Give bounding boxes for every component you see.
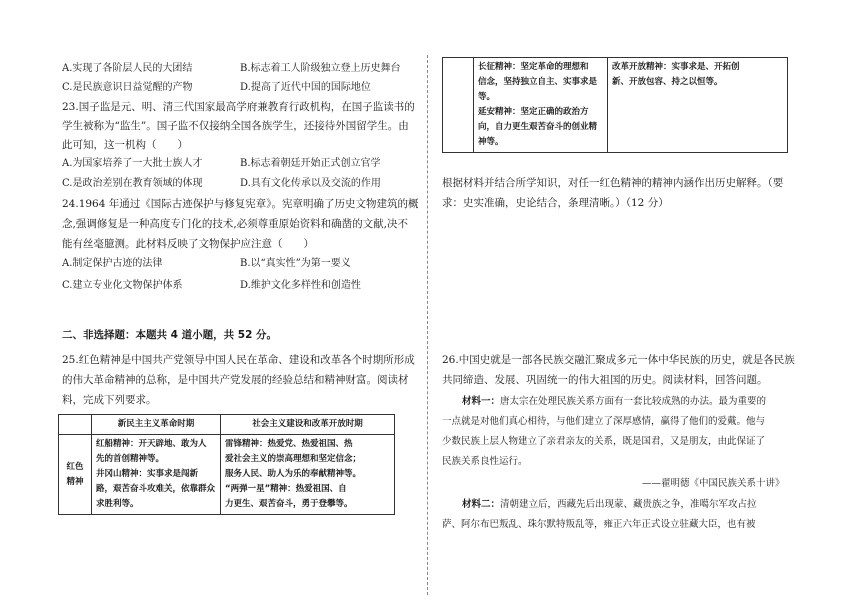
table-header-row xyxy=(59,415,395,435)
column-divider xyxy=(427,55,428,595)
cell-text: “两弹一星”精神：热爱祖国、自 xyxy=(225,484,347,494)
material-1-line3: 少数民族上层人物建立了亲君亲友的关系，既是国君，又是朋友，由此保证了 xyxy=(442,436,766,447)
table-row-label-empty xyxy=(443,58,474,153)
q24-option-a[interactable]: A.制定保护古迹的法律 xyxy=(62,258,163,269)
section-heading-nonchoice: 二、非选择题：本题共 4 道小题，共 52 分。 xyxy=(62,329,278,341)
cell-text: 向，自力更生艰苦奋斗的创业精 xyxy=(478,122,598,132)
material-text: 清朝建立后，西藏先后出现蒙、藏贵族之争，准噶尔军攻占拉 xyxy=(500,499,757,510)
q24-option-c[interactable]: C.建立专业化文物保护体系 xyxy=(62,280,183,291)
q24-option-b[interactable]: B.以“真实性”为第一要义 xyxy=(240,258,351,269)
material-1-line2: 一点就是对他们真心相待，与他们建立了深厚感情，赢得了他们的爱戴。他与 xyxy=(442,416,766,427)
q23-option-a[interactable]: A.为国家培养了一大批士族人才 xyxy=(62,158,203,169)
cell-text: 延安精神：坚定正确的政治方 xyxy=(478,107,589,117)
q25-stem-line1: 25.红色精神是中国共产党领导中国人民在革命、建设和改革各个时期所形成 xyxy=(62,354,415,366)
q22-option-b[interactable]: B.标志着工人阶级独立登上历史舞台 xyxy=(240,63,401,74)
cell-text: 先的首创精神等。 xyxy=(96,454,165,464)
cell-text: 神等。 xyxy=(478,137,504,147)
table-cell-new-democratic-cont xyxy=(474,58,608,153)
table-row-continued xyxy=(443,58,788,153)
material-2-line1 xyxy=(462,497,757,512)
q26-stem-line1: 26.中国史就是一部各民族交融汇聚成多元一体中华民族的历史，就是各民族 xyxy=(442,354,795,366)
table-cell-socialist-cont xyxy=(608,58,788,153)
table-corner-cell xyxy=(59,415,92,435)
material-1-line4: 民族关系良性运行。 xyxy=(442,456,528,467)
cell-text: 路，艰苦奋斗攻难关，依靠群众 xyxy=(96,484,216,494)
material-1-label: 材料一： xyxy=(462,396,501,407)
q22-option-d[interactable]: D.提高了近代中国的国际地位 xyxy=(240,82,371,93)
table-row-red-spirit xyxy=(59,435,395,515)
material-2-label: 材料二： xyxy=(462,499,501,510)
cell-text: 改革开放精神：实事求是、开拓创 xyxy=(612,62,740,72)
q23-option-d[interactable]: D.具有文化传承以及交流的作用 xyxy=(240,178,381,189)
q23-stem-line3: 此可知，这一机构（ ） xyxy=(62,139,188,151)
q23-stem-line2: 学生被称为“监生”。国子监不仅接纳全国各族学生，还接待外国留学生。由 xyxy=(62,120,409,132)
material-1-line1 xyxy=(462,394,766,409)
q23-option-b[interactable]: B.标志着朝廷开始正式创立官学 xyxy=(240,158,381,169)
table-row-label xyxy=(59,435,92,515)
cell-text: 力更生、艰苦奋斗，勇于登攀等。 xyxy=(225,499,353,509)
table-header-new-democratic: 新民主主义革命时期 xyxy=(92,415,221,435)
material-1-source: ——翟明德《中国民族关系十讲》 xyxy=(642,478,785,489)
q26-stem-line2: 共同缔造、发展、巩固统一的伟大祖国的历史。阅读材料，回答问题。 xyxy=(442,374,768,386)
cell-text: 雷锋精神：热爱党、热爱祖国、热 xyxy=(225,439,353,449)
red-spirit-table xyxy=(58,414,395,515)
red-spirit-table-continued xyxy=(442,57,788,153)
q22-option-a[interactable]: A.实现了各阶层人民的大团结 xyxy=(62,63,193,74)
cell-text: 爱社会主义的崇高理想和坚定信念； xyxy=(225,454,362,464)
cell-text: 信念，坚持独立自主、实事求是 xyxy=(478,77,598,87)
material-text: 唐太宗在处理民族关系方面有一套比较成熟的办法。最为重要的 xyxy=(500,396,767,407)
cell-text: 井冈山精神：实事求是闯新 xyxy=(96,469,199,479)
q23-option-c[interactable]: C.是政治差别在教育领域的体现 xyxy=(62,178,203,189)
row-label-line2: 精神 xyxy=(66,476,84,487)
table-cell-socialist xyxy=(221,435,395,515)
cell-text: 长征精神：坚定革命的理想和 xyxy=(478,62,589,72)
cell-text: 新、开放包容、持之以恒等。 xyxy=(612,77,723,87)
q25-requirement-line2: 求：史实准确，史论结合，条理清晰。）（12 分） xyxy=(442,197,669,209)
q23-stem-line1: 23.国子监是元、明、清三代国家最高学府兼教育行政机构，在国子监读书的 xyxy=(62,101,415,113)
q25-stem-line2: 的伟大革命精神的总称，是中国共产党发展的经验总结和精神财富。阅读材 xyxy=(62,374,409,386)
q22-option-c[interactable]: C.是民族意识日益觉醒的产物 xyxy=(62,82,193,93)
q24-option-d[interactable]: D.维护文化多样性和创造性 xyxy=(240,280,361,291)
q24-stem-line3: 能有丝毫臆测。此材料反映了文物保护应注意（ ） xyxy=(62,238,314,250)
cell-text: 服务人民、助人为乐的奉献精神等。 xyxy=(225,469,362,479)
table-cell-new-democratic xyxy=(92,435,221,515)
cell-text: 红船精神：开天辟地、敢为人 xyxy=(96,439,207,449)
q25-stem-line3: 料，完成下列要求。 xyxy=(62,394,157,406)
table-header-socialist: 社会主义建设和改革开放时期 xyxy=(221,415,395,435)
cell-text: 求胜利等。 xyxy=(96,499,139,509)
q25-requirement-line1: 根据材料并结合所学知识，对任一红色精神的精神内涵作出历史解释。（要 xyxy=(442,177,784,189)
q24-stem-line1: 24.1964 年通过《国际古迹保护与修复宪章》。宪章明确了历史文物建筑的概 xyxy=(62,198,419,210)
material-2-line2: 萨、阿尔布巴叛乱、珠尔默特叛乱等，雍正六年正式设立驻藏大臣，也有被 xyxy=(442,519,756,530)
q24-stem-line2: 念,强调修复是一种高度专门化的技术,必须尊重原始资料和确凿的文献,决不 xyxy=(62,218,409,230)
cell-text: 等。 xyxy=(478,92,496,102)
row-label-line1: 红色 xyxy=(66,461,84,472)
